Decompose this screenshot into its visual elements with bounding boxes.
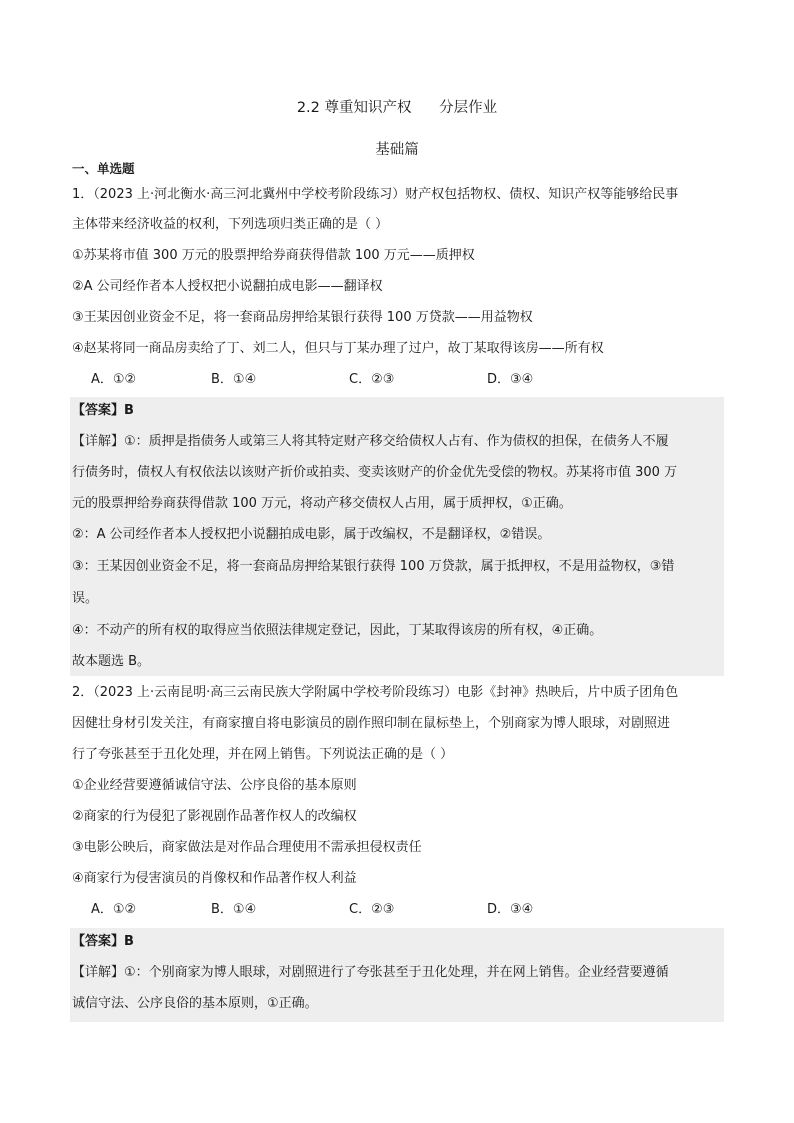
page-title: 2.2 尊重知识产权 分层作业 xyxy=(296,100,498,116)
question-item: ④商家行为侵害演员的肖像权和作品著作权人利益 xyxy=(72,871,357,886)
detail-line: 误。 xyxy=(72,591,99,606)
section-heading: 一、单选题 xyxy=(72,161,135,176)
detail-line: 故本题选 B。 xyxy=(72,654,151,669)
option-d: D．③④ xyxy=(487,372,534,387)
question-stem-line: 因健壮身材引发关注，有商家擅自将电影演员的剧作照印制在鼠标垫上，个别商家为博人眼球，对剧照进 xyxy=(72,716,671,731)
detail-line: 【详解】①：个别商家为博人眼球，对剧照进行了夸张甚至于丑化处理，并在网上销售。企业经营要遵循 xyxy=(72,965,669,980)
detail-line: ②：A 公司经作者本人授权把小说翻拍成电影，属于改编权，不是翻译权，②错误。 xyxy=(72,527,551,542)
question-item: ①苏某将市值 300 万元的股票押给券商获得借款 100 万元——质押权 xyxy=(72,248,475,263)
option-c: C．②③ xyxy=(349,902,395,917)
answer-label: 【答案】B xyxy=(72,934,134,949)
question-stem-line: 2．（2023 上·云南昆明·高三云南民族大学附属中学校考阶段练习）电影《封神》热映后，片中质子团角色 xyxy=(72,685,679,700)
detail-line: ③：王某因创业资金不足，将一套商品房押给某银行获得 100 万贷款，属于抵押权，不是用益物权，③错 xyxy=(72,559,675,574)
answer-label: 【答案】B xyxy=(72,403,134,418)
question-stem-line: 主体带来经济收益的权利，下列选项归类正确的是（ ） xyxy=(72,217,389,232)
page-subtitle: 基础篇 xyxy=(375,142,419,158)
option-a: A．①② xyxy=(91,372,137,387)
detail-line: 【详解】①：质押是指债务人或第三人将其特定财产移交给债权人占有、作为债权的担保，在债务人不履 xyxy=(72,434,669,449)
answer-options xyxy=(0,370,794,390)
question-item: ②商家的行为侵犯了影视剧作品著作权人的改编权 xyxy=(72,809,357,824)
option-a: A．①② xyxy=(91,902,137,917)
question-item: ③电影公映后，商家做法是对作品合理使用不需承担侵权责任 xyxy=(72,840,422,855)
option-b: B．①④ xyxy=(211,372,257,387)
question-item: ④赵某将同一商品房卖给了丁、刘二人，但只与丁某办理了过户，故丁某取得该房——所有权 xyxy=(72,341,604,356)
question-item: ③王某因创业资金不足，将一套商品房押给某银行获得 100 万贷款——用益物权 xyxy=(72,310,533,325)
question-stem-line: 1．（2023 上·河北衡水·高三河北冀州中学校考阶段练习）财产权包括物权、债权、知识产权等能够给民事 xyxy=(72,187,679,202)
option-b: B．①④ xyxy=(211,902,257,917)
detail-line: 诚信守法、公序良俗的基本原则，①正确。 xyxy=(72,996,318,1011)
detail-line: 元的股票押给券商获得借款 100 万元，将动产移交债权人占用，属于质押权，①正确。 xyxy=(72,496,572,511)
question-stem-line: 行了夸张甚至于丑化处理，并在网上销售。下列说法正确的是（ ） xyxy=(72,747,454,762)
option-d: D．③④ xyxy=(487,902,534,917)
question-item: ②A 公司经作者本人授权把小说翻拍成电影——翻译权 xyxy=(72,279,383,294)
detail-line: 行债务时，债权人有权依法以该财产折价或拍卖、变卖该财产的价金优先受偿的物权。苏某将市值 300 万 xyxy=(72,465,678,480)
detail-line: ④：不动产的所有权的取得应当依照法律规定登记，因此，丁某取得该房的所有权，④正确。 xyxy=(72,623,603,638)
question-item: ①企业经营要遵循诚信守法、公序良俗的基本原则 xyxy=(72,778,357,793)
answer-options xyxy=(0,900,794,920)
option-c: C．②③ xyxy=(349,372,395,387)
